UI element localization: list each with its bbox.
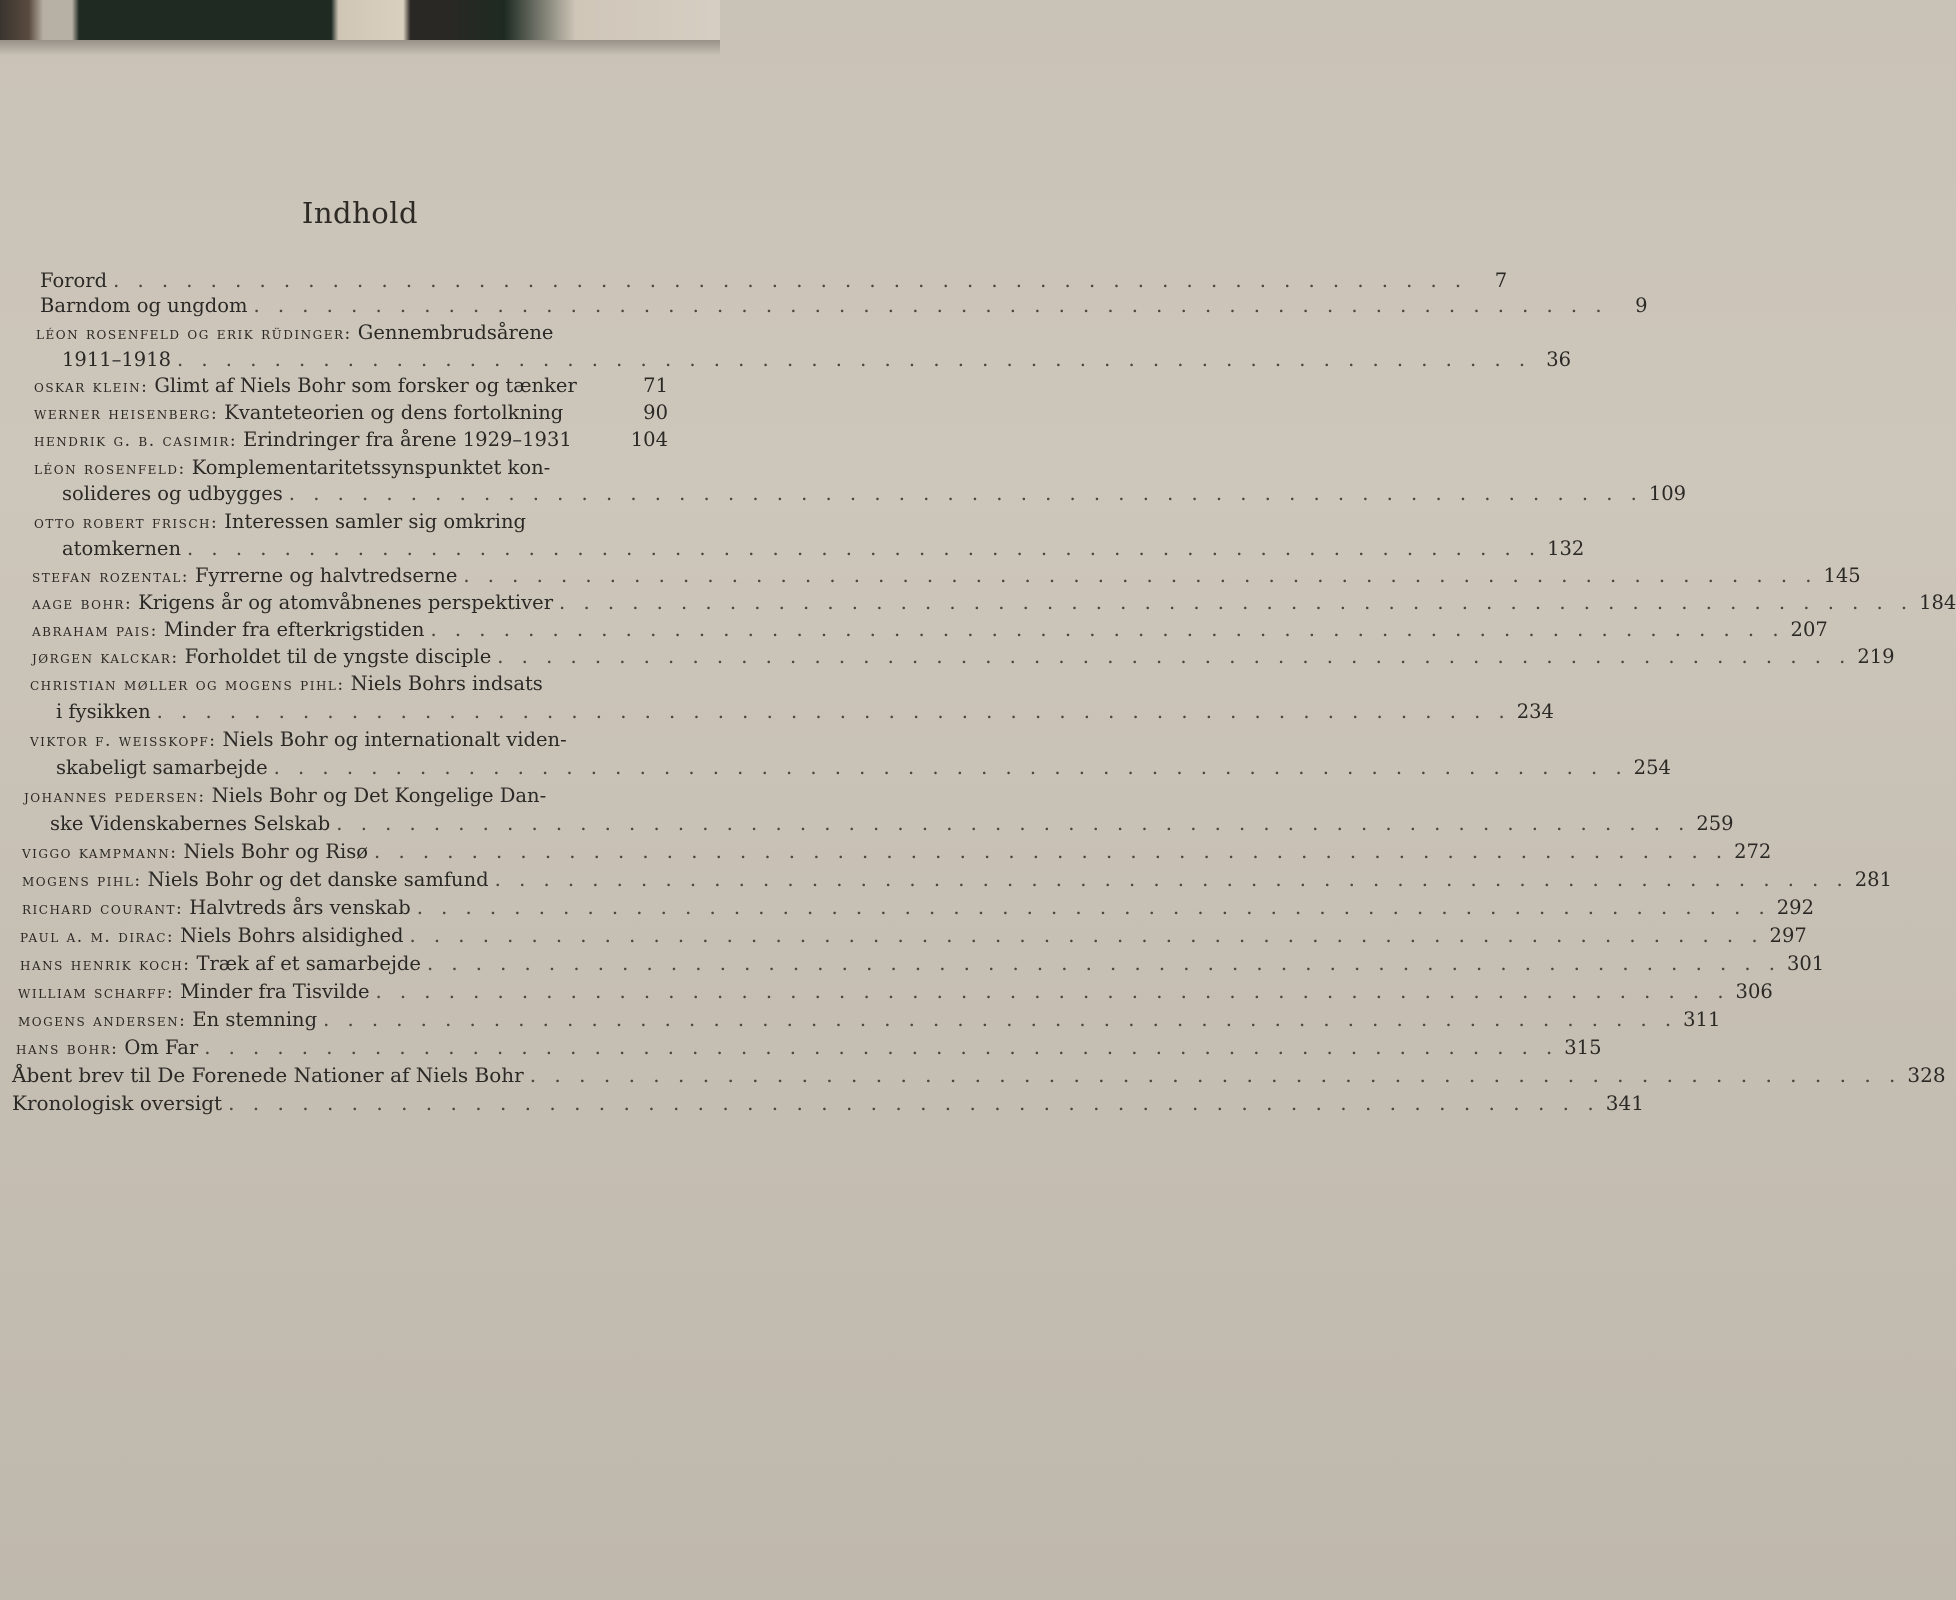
entry-author: johannes pedersen: — [24, 787, 206, 807]
leader-dots: . . . . . . . . . . . . . . . . . . . . . . . . . . . . . . . . . . . . . . . . . . . . . . . . . . . . . . . . — [156, 700, 1511, 723]
page-number: 234 — [1516, 700, 1554, 723]
toc-entry — [34, 398, 668, 428]
toc-entry — [24, 781, 668, 811]
entry-author: aage bohr: — [32, 594, 133, 614]
entry-title: En stemning — [192, 1008, 318, 1031]
toc-entry — [62, 479, 1687, 509]
page-number: 145 — [1823, 564, 1861, 587]
toc-entry — [40, 291, 1648, 321]
leader-dots: . . . . . . . . . . . . . . . . . . . . . . . . . . . . . . . . . . . . . . . . . . . . . . . . . . . . . . . . — [374, 840, 1729, 863]
entry-author: hans henrik koch: — [20, 955, 191, 975]
entry-title: Niels Bohr og internationalt viden- — [222, 728, 567, 751]
leader-dots: . . . . . . . . . . . . . . . . . . . . . . . . . . . . . . . . . . . . . . . . . . . . . . . . . . . . . . . . — [323, 1008, 1678, 1031]
page-number: 109 — [1648, 482, 1687, 505]
entry-title: Interessen samler sig omkring — [224, 510, 527, 533]
leader-dots: . . . . . . . . . . . . . . . . . . . . . . . . . . . . . . . . . . . . . . . . . . . . . . . . . . . . . . . . — [177, 348, 1532, 371]
entry-title: Halvtreds års venskab — [189, 896, 411, 919]
toc-entry — [32, 615, 1828, 645]
leader-dots: . . . . . . . . . . . . . . . . . . . . . . . . . . . . . . . . . . . . . . . . . . . . . . . . . . . . . . . . — [463, 564, 1818, 587]
page-number: 341 — [1605, 1091, 1644, 1115]
toc-entry — [22, 865, 1892, 895]
leader-dots: . . . . . . . . . . . . . . . . . . . . . . . . . . . . . . . . . . . . . . . . . . . . . . . . . . . . . . . . — [288, 482, 1643, 505]
toc-entry — [34, 425, 668, 455]
leader-dots: . . . . . . . . . . . . . . . . . . . . . . . . . . . . . . . . . . . . . . . . . . . . . . . . . . . . . . . . — [228, 1091, 1600, 1115]
toc-entry — [12, 1060, 1946, 1090]
page-number: 9 — [1635, 294, 1648, 317]
page-number: 259 — [1696, 812, 1734, 835]
page-number: 292 — [1776, 896, 1814, 919]
toc-entry — [12, 1088, 1644, 1118]
book-cover-edge — [0, 0, 720, 40]
toc-entry — [18, 977, 1773, 1007]
entry-author: stefan rozental: — [32, 567, 190, 587]
entry-author: william scharff: — [18, 983, 175, 1003]
entry-title: Krigens år og atomvåbnenes perspektiver — [138, 591, 554, 614]
page-number: 311 — [1683, 1008, 1721, 1031]
toc-entry — [50, 809, 1734, 839]
toc-entry — [36, 318, 666, 348]
entry-author: hans bohr: — [16, 1039, 119, 1059]
leader-dots: . . . . . . . . . . . . . . . . . . . . . . . . . . . . . . . . . . . . . . . . . . . . . . . . . . . . . . . . — [204, 1036, 1559, 1059]
toc-entry — [22, 837, 1772, 867]
page-number: 281 — [1854, 868, 1892, 891]
page-shadow — [0, 40, 720, 56]
entry-title: atomkernen — [62, 537, 182, 560]
page-number: 306 — [1735, 980, 1773, 1003]
entry-title: Glimt af Niels Bohr som forsker og tænker — [154, 374, 577, 397]
entry-author: hendrik g. b. casimir: — [34, 431, 238, 451]
entry-title: Niels Bohrs alsidighed — [180, 924, 404, 947]
toc-entry — [32, 588, 1956, 618]
leader-dots: . . . . . . . . . . . . . . . . . . . . . . . . . . . . . . . . . . . . . . . . . . . . . . . . . . . . . . . . — [409, 924, 1764, 947]
entry-author: jørgen kalckar: — [32, 648, 179, 668]
page-number: 207 — [1790, 618, 1828, 641]
entry-title: Træk af et samarbejde — [196, 952, 421, 975]
entry-title: Komplementaritetssynspunktet kon- — [191, 456, 551, 479]
page-number: 254 — [1633, 756, 1671, 779]
page-number: 71 — [643, 374, 668, 397]
entry-author: otto robert frisch: — [34, 513, 219, 533]
page-number: 90 — [643, 401, 668, 424]
entry-author: viggo kampmann: — [22, 843, 178, 863]
entry-author: oskar klein: — [34, 377, 149, 397]
page-number: 184 — [1919, 591, 1956, 614]
leader-dots: . . . . . . . . . . . . . . . . . . . . . . . . . . . . . . . . . . . . . . . . . . . . . . . . . . . . . . . . — [559, 591, 1914, 614]
toc-entry — [34, 371, 668, 401]
leader-dots: . . . . . . . . . . . . . . . . . . . . . . . . . . . . . . . . . . . . . . . . . . . . . . . . . . . . . . . . — [273, 756, 1628, 779]
entry-author: richard courant: — [22, 899, 184, 919]
toc-entry — [56, 753, 1671, 783]
leader-dots: . . . . . . . . . . . . . . . . . . . . . . . . . . . . . . . . . . . . . . . . . . . . . . . . . . . . . . . . — [336, 812, 1691, 835]
entry-title: Minder fra efterkrigstiden — [163, 618, 425, 641]
leader-dots: . . . . . . . . . . . . . . . . . . . . . . . . . . . . . . . . . . . . . . . . . . . . . . . . . . . . . . . . — [494, 868, 1849, 891]
leader-dots: . . . . . . . . . . . . . . . . . . . . . . . . . . . . . . . . . . . . . . . . . . . . . . . . . . . . . . . . — [426, 952, 1781, 975]
entry-author: christian møller og mogens pihl: — [30, 675, 345, 695]
toc-entry — [32, 561, 1861, 591]
page-number: 297 — [1769, 924, 1807, 947]
leader-dots: . . . . . . . . . . . . . . . . . . . . . . . . . . . . . . . . . . . . . . . . . . . . . . . . . . . . . . . . — [113, 269, 1468, 292]
entry-title: Om Far — [124, 1036, 199, 1059]
page-number: 104 — [630, 428, 668, 451]
page-number: 328 — [1907, 1063, 1946, 1087]
toc-entry — [18, 1005, 1721, 1035]
entry-title: Niels Bohr og Risø — [183, 840, 369, 863]
entry-title: i fysikken — [56, 700, 151, 723]
toc-entry — [32, 642, 1895, 672]
entry-title: Niels Bohr og Det Kongelige Dan- — [211, 784, 547, 807]
toc-entry — [30, 669, 668, 699]
entry-title: Kronologisk oversigt — [12, 1091, 223, 1115]
entry-author: viktor f. weisskopf: — [30, 731, 217, 751]
page-number: 301 — [1786, 952, 1825, 975]
entry-title: Fyrrerne og halvtredserne — [195, 564, 458, 587]
page-title: Indhold — [301, 196, 419, 230]
toc-entry — [20, 949, 1825, 979]
entry-title: Niels Bohrs indsats — [350, 672, 543, 695]
toc-entry — [34, 507, 668, 537]
entry-title: Forord — [40, 269, 108, 292]
entry-author: léon rosenfeld og erik rüdinger: — [36, 324, 352, 344]
entry-title: solideres og udbygges — [62, 482, 283, 505]
leader-dots: . . . . . . . . . . . . . . . . . . . . . . . . . . . . . . . . . . . . . . . . . . . . . . . . . . . . . . . . — [375, 980, 1730, 1003]
page-number: 315 — [1564, 1036, 1602, 1059]
entry-title: Erindringer fra årene 1929–1931 — [243, 428, 572, 451]
leader-dots: . . . . . . . . . . . . . . . . . . . . . . . . . . . . . . . . . . . . . . . . . . . . . . . . . . . . . . . . — [529, 1063, 1902, 1087]
page-number: 7 — [1494, 269, 1508, 292]
entry-title: Minder fra Tisvilde — [180, 980, 370, 1003]
toc-entry — [20, 921, 1807, 951]
entry-author: mogens pihl: — [22, 871, 142, 891]
entry-title: Niels Bohr og det danske samfund — [147, 868, 489, 891]
entry-author: léon rosenfeld: — [34, 459, 186, 479]
page-number: 36 — [1546, 348, 1572, 371]
entry-title: Åbent brev til De Forenede Nationer af Niels Bohr — [12, 1063, 524, 1087]
page-number: 132 — [1547, 537, 1585, 560]
leader-dots: . . . . . . . . . . . . . . . . . . . . . . . . . . . . . . . . . . . . . . . . . . . . . . . . . . . . . . . . — [187, 537, 1542, 560]
entry-title: skabeligt samarbejde — [56, 756, 268, 779]
entry-title: Barndom og ungdom — [40, 294, 248, 317]
entry-title: ske Videnskabernes Selskab — [50, 812, 331, 835]
toc-entry — [16, 1033, 1602, 1063]
toc-entry — [56, 697, 1554, 727]
leader-dots: . . . . . . . . . . . . . . . . . . . . . . . . . . . . . . . . . . . . . . . . . . . . . . . . . . . . . . . . — [430, 618, 1785, 641]
entry-title: Gennembrudsårene — [357, 321, 554, 344]
toc-entry — [62, 534, 1585, 564]
entry-author: werner heisenberg: — [34, 404, 219, 424]
entry-title: Kvanteteorien og dens fortolkning — [224, 401, 564, 424]
leader-dots: . . . . . . . . . . . . . . . . . . . . . . . . . . . . . . . . . . . . . . . . . . . . . . . . . . . . . . . . — [416, 896, 1771, 919]
entry-title: Forholdet til de yngste disciple — [184, 645, 492, 668]
toc-entry — [30, 725, 668, 755]
page-number: 219 — [1857, 645, 1895, 668]
leader-dots: . . . . . . . . . . . . . . . . . . . . . . . . . . . . . . . . . . . . . . . . . . . . . . . . . . . . . . . . — [497, 645, 1852, 668]
entry-author: abraham pais: — [32, 621, 158, 641]
entry-author: paul a. m. dirac: — [20, 927, 175, 947]
page-number: 272 — [1734, 840, 1772, 863]
toc-entry — [22, 893, 1814, 923]
entry-title: 1911–1918 — [62, 348, 172, 371]
leader-dots: . . . . . . . . . . . . . . . . . . . . . . . . . . . . . . . . . . . . . . . . . . . . . . . . . . . . . . . . — [253, 294, 1608, 317]
entry-author: mogens andersen: — [18, 1011, 187, 1031]
